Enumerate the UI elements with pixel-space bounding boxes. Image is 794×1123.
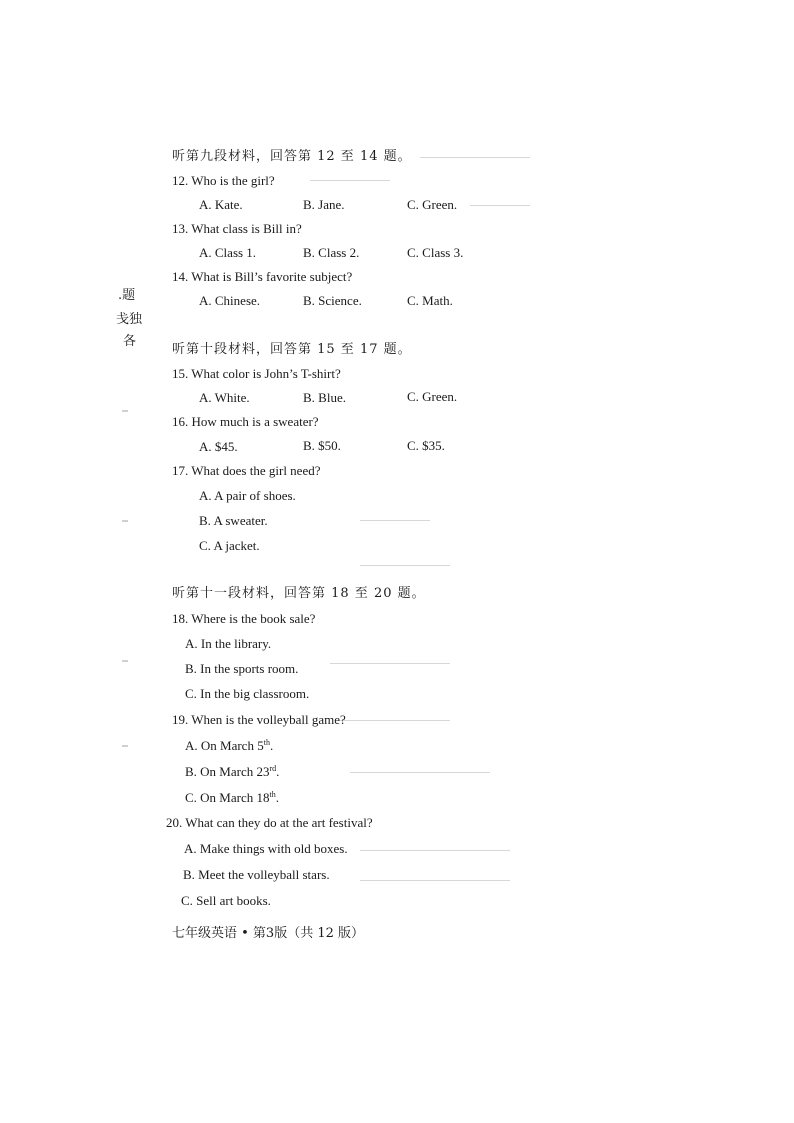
option-a: A. Class 1. [199,245,257,260]
option-a: A. $45. [199,439,238,454]
option-c-text: C. On March 18 [185,790,270,805]
bleed-through-mark [122,410,128,412]
bleed-through-mark [310,180,390,181]
question-text: 12. Who is the girl? [172,173,275,188]
bleed-through-mark [360,565,450,566]
margin-text: 各 [123,334,137,349]
option-c: C. $35. [407,438,445,453]
section-header: 听第十一段材料，回答第 18 至 20 题。 [172,586,426,601]
margin-text: 戋独 [116,312,143,327]
option-b: B. Meet the volleyball stars. [183,867,330,882]
option-c: C. In the big classroom. [185,686,310,701]
question-text: 14. What is Bill’s favorite subject? [172,269,353,284]
option-b: B. A sweater. [199,513,268,528]
question-text: 16. How much is a sweater? [172,414,319,429]
question-text: 19. When is the volleyball game? [172,712,346,727]
bleed-through-mark [470,205,530,206]
option-a: A. Make things with old boxes. [184,841,348,856]
option-c: C. Class 3. [407,245,464,260]
section-header: 听第十段材料，回答第 15 至 17 题。 [172,342,412,357]
question-text: 20. What can they do at the art festival? [166,815,373,830]
option-b: B. Class 2. [303,245,360,260]
option-a-text: A. On March 5 [185,738,264,753]
option-a: A. Chinese. [199,293,261,308]
question-text: 13. What class is Bill in? [172,221,302,236]
bleed-through-mark [122,520,128,522]
option-c: C. Math. [407,293,453,308]
margin-text: .题 [118,288,136,303]
option-b: B. Blue. [303,390,346,405]
option-c-period: . [275,790,279,805]
bleed-through-mark [340,720,450,721]
bleed-through-mark [360,520,430,521]
bleed-through-mark [360,850,510,851]
option-a: A. A pair of shoes. [199,488,296,503]
option-b: B. $50. [303,438,341,453]
question-text: 17. What does the girl need? [172,463,321,478]
ordinal-suffix: th [269,790,276,799]
bleed-through-mark [330,663,450,664]
option-b: B. Science. [303,293,362,308]
page-footer: 七年级英语 • 第3版（共 12 版） [172,926,365,941]
bleed-through-mark [360,880,510,881]
option-c: C. Green. [407,389,458,404]
question-text: 15. What color is John’s T-shirt? [172,366,341,381]
bleed-through-mark [350,772,490,773]
ordinal-suffix: th [263,738,270,747]
option-a: A. Kate. [199,197,243,212]
option-b [185,764,279,780]
option-a: A. White. [199,390,250,405]
option-a-period: . [269,738,274,753]
section-header: 听第九段材料，回答第 12 至 14 题。 [172,149,412,164]
option-b-text: B. On March 23 [185,764,270,779]
bleed-through-mark [122,660,128,662]
option-c: C. Green. [407,197,458,212]
bleed-through-mark [420,157,530,158]
option-c [185,790,279,806]
ordinal-suffix: rd [269,764,277,773]
option-b-period: . [276,764,280,779]
question-text: 18. Where is the book sale? [172,611,316,626]
option-a: A. In the library. [185,636,272,651]
option-b: B. In the sports room. [185,661,299,676]
option-c: C. Sell art books. [181,893,271,908]
bleed-through-mark [122,745,128,747]
option-c: C. A jacket. [199,538,260,553]
option-b: B. Jane. [303,197,345,212]
option-a [185,738,273,754]
